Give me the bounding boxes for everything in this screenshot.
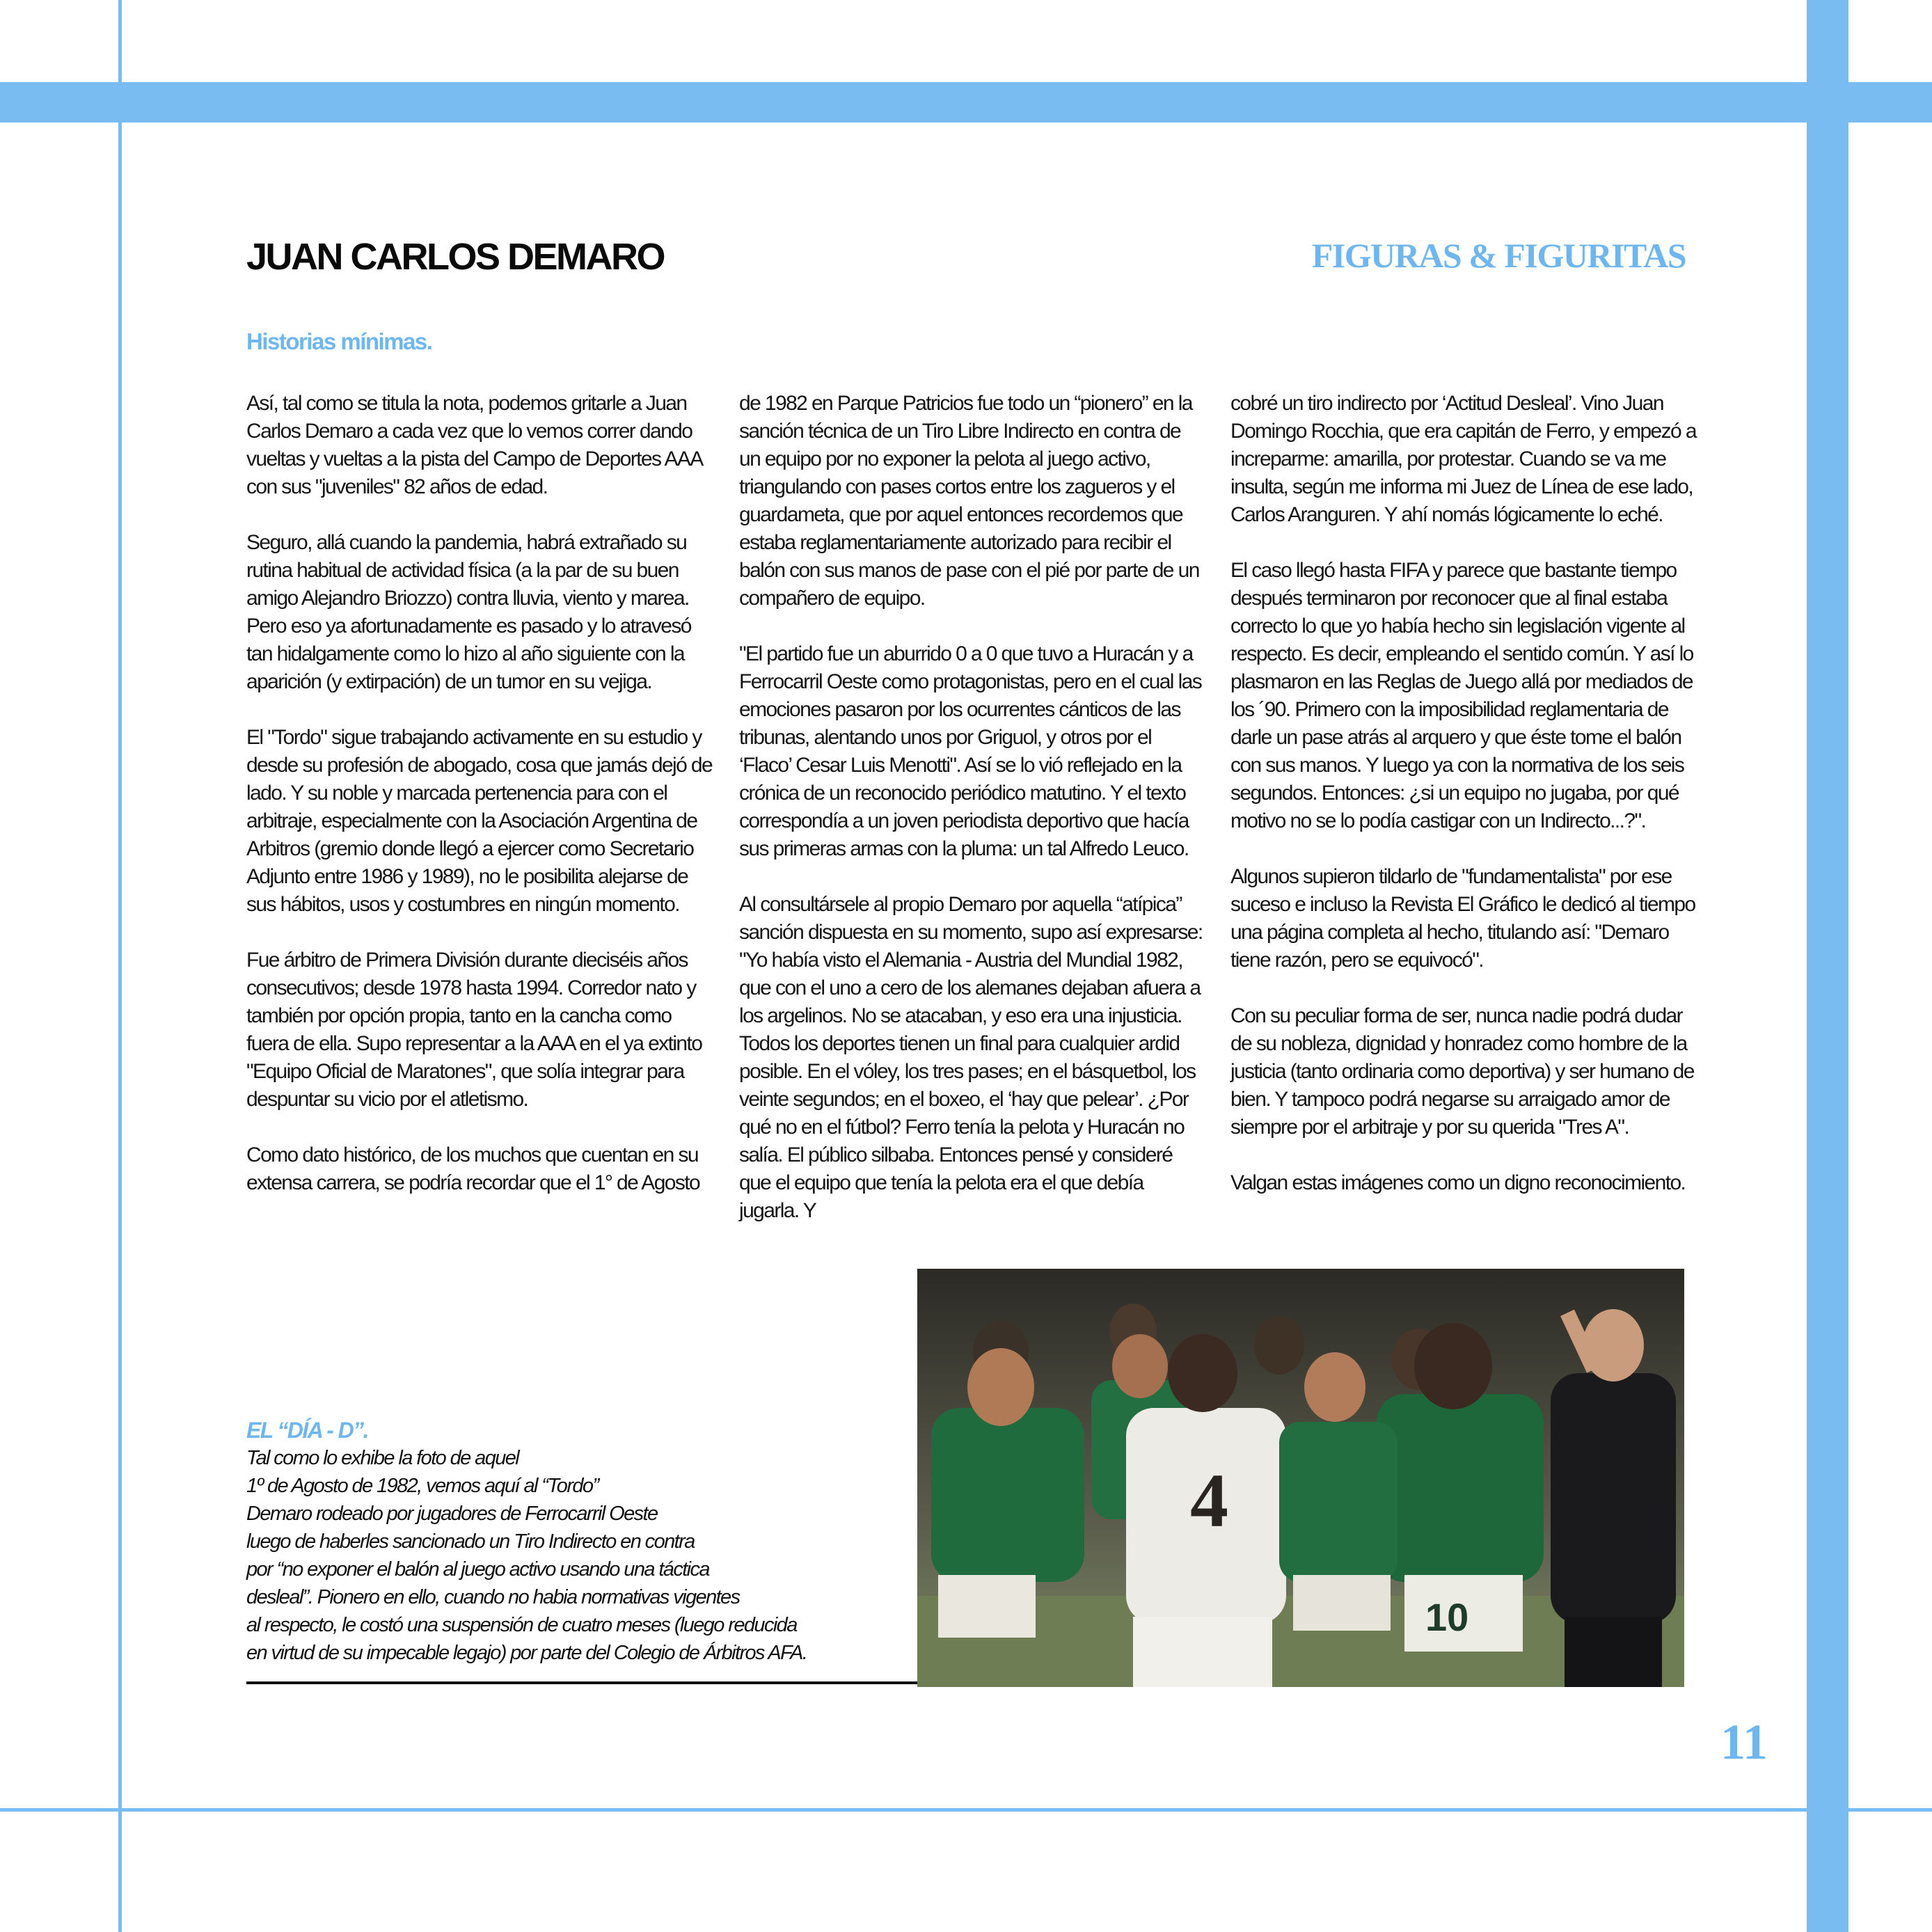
caption-line: luego de haberles sancionado un Tiro Indirecto en contra — [246, 1530, 695, 1553]
paragraph: cobré un tiro indirecto por ‘Actitud Desleal’. Vino Juan Domingo Rocchia, que era capitán de Ferro, y empezó a increparme: amarilla, por protestar. Cuando se va me insulta, según me informa mi Juez de Línea de ese lado, Carlos Aranguren. Y ahí nomás lógicamente lo eché. — [1230, 392, 1696, 526]
player-green-10 — [1377, 1394, 1544, 1582]
article-subtitle: Historias mínimas. — [246, 328, 432, 354]
photo-caption — [246, 1416, 908, 1667]
caption-line: al respecto, le costó una suspensión de cuatro meses (luego reducida — [246, 1614, 797, 1636]
match-photo-illustration — [917, 1269, 1684, 1687]
referee-figure — [1551, 1373, 1676, 1624]
paragraph: Como dato histórico, de los muchos que cuentan en su extensa carrera, se podría recordar que el 1° de Agosto — [246, 1143, 700, 1194]
caption-line: desleal”. Pionero en ello, cuando no habia normativas vigentes — [246, 1586, 740, 1608]
paragraph: Algunos supieron tildarlo de "fundamentalista" por ese suceso e incluso la Revista El Gráfico le dedicó al tiempo una página completa al hecho, titulando así: "Demaro tiene razón, pero se equivocó". — [1230, 865, 1695, 972]
caption-title: EL “DÍA - D”. — [246, 1418, 368, 1443]
paragraph: El "Tordo" sigue trabajando activamente en su estudio y desde su profesión de abogado, cosa que jamás dejó de lado. Y su noble y marcada pertenencia para con el arbitraje, especialmente con la Asociación Argentina de Arbitros (gremio donde llegó a ejercer como Secretario Adjunto entre 1986 y 1989), no le posibilita alejarse de sus hábitos, usos y costumbres en ningún momento. — [246, 726, 713, 916]
text-column-2 — [739, 390, 1205, 1225]
caption-rule — [246, 1681, 918, 1684]
top-frame-band — [0, 82, 1932, 122]
caption-line: por “no exponer el balón al juego activo usando una táctica — [246, 1558, 709, 1581]
caption-line: 1º de Agosto de 1982, vemos aquí al “Tordo” — [246, 1475, 599, 1497]
shirt-number-4: 4 — [1190, 1458, 1228, 1543]
paragraph: Con su peculiar forma de ser, nunca nadie podrá dudar de su nobleza, dignidad y honradez como hombre de la justicia (tanto ordinaria como deportiva) y ser humano de bien. Y tampoco podrá negarse su arraigado amor de siempre por el arbitraje y por su querida "Tres A". — [1230, 1004, 1694, 1139]
page-number: 11 — [1720, 1714, 1768, 1770]
match-photo — [917, 1269, 1684, 1687]
caption-line: en virtud de su impecable legajo) por parte del Colegio de Árbitros AFA. — [246, 1642, 807, 1664]
article-title: JUAN CARLOS DEMARO — [246, 236, 665, 278]
text-column-1 — [246, 390, 713, 1197]
paragraph: Valgan estas imágenes como un digno reconocimiento. — [1230, 1171, 1686, 1194]
caption-line: Tal como lo exhibe la foto de aquel — [246, 1447, 519, 1469]
paragraph: Al consultársele al propio Demaro por aquella “atípica” sanción dispuesta en su momento, supo así expresarse: "Yo había visto el Alemania - Austria del Mundial 1982, que con el uno a cero de los alemanes dejaban afuera a los argelinos. No se atacaban, y eso era una injusticia. Todos los deportes tienen un final para cualquier ardid posible. En el vóley, los tres pases; en el básquetbol, los veinte segundos; en el boxeo, el ‘hay que pelear’. ¿Por qué no en el fútbol? Ferro tenía la pelota y Huracán no salía. El público silbaba. Entonces pensé y consideré que el equipo que tenía la pelota era el que debía jugarla. Y — [739, 893, 1203, 1222]
section-title: FIGURAS & FIGURITAS — [1311, 236, 1686, 275]
left-frame-line — [118, 0, 122, 1932]
paragraph: Seguro, allá cuando la pandemia, habrá extrañado su rutina habitual de actividad física (a la par de su buen amigo Alejandro Briozzo) contra lluvia, viento y marea. Pero eso ya afortunadamente es pasado y lo atravesó tan hidalgamente como lo hizo al año siguiente con la aparición (y extirpación) de un tumor en su vejiga. — [246, 531, 691, 693]
bottom-frame-line — [0, 1808, 1932, 1812]
right-frame-band — [1807, 0, 1848, 1932]
paragraph: "El partido fue un aburrido 0 a 0 que tuvo a Huracán y a Ferrocarril Oeste como protagonistas, pero en el cual las emociones pasaron por los ocurrentes cánticos de las tribunas, alentando unos por Griguol, y otros por el ‘Flaco’ Cesar Luis Menotti". Así se lo vió reflejado en la crónica de un reconocido periódico matutino. Y el texto correspondía a un joven periodista deportivo que hacía sus primeras armas con la pluma: un tal Alfredo Leuco. — [739, 642, 1202, 860]
shorts-number-10: 10 — [1425, 1595, 1469, 1639]
player-green-left — [931, 1408, 1084, 1582]
text-column-3 — [1230, 390, 1697, 1197]
paragraph: de 1982 en Parque Patricios fue todo un “pionero” en la sanción técnica de un Tiro Libre Indirecto en contra de un equipo por no exponer la pelota al juego activo, triangulando con pases cortos entre los zagueros y el guardameta, que por aquel entonces recordemos que estaba reglamentariamente autorizado para recibir el balón con sus manos de pase con el pié por parte de un compañero de equipo. — [739, 392, 1199, 610]
paragraph: El caso llegó hasta FIFA y parece que bastante tiempo después terminaron por reconocer que al final estaba correcto lo que yo había hecho sin legislación vigente al respecto. Es decir, empleando el sentido común. Y así lo plasmaron en las Reglas de Juego allá por mediados de los ´90. Primero con la imposibilidad reglamentaria de darle un pase atrás al arquero y que éste tome el balón con sus manos. Y luego ya con la normativa de los seis segundos. Entonces: ¿si un equipo no jugaba, por qué motivo no se lo podía castigar con un Indirecto...?". — [1230, 559, 1693, 832]
paragraph: Fue árbitro de Primera División durante dieciséis años consecutivos; desde 1978 hasta 1994. Corredor nato y también por opción propia, tanto en la cancha como fuera de ella. Supo representar a la AAA en el ya extinto "Equipo Oficial de Maratones", que solía integrar para despuntar su vicio por el atletismo. — [246, 949, 702, 1111]
caption-line: Demaro rodeado por jugadores de Ferrocarril Oeste — [246, 1503, 658, 1525]
paragraph: Así, tal como se titula la nota, podemos gritarle a Juan Carlos Demaro a cada vez que lo vemos correr dando vueltas y vueltas a la pista del Campo de Deportes AAA con sus "juveniles" 82 años de edad. — [246, 392, 702, 498]
